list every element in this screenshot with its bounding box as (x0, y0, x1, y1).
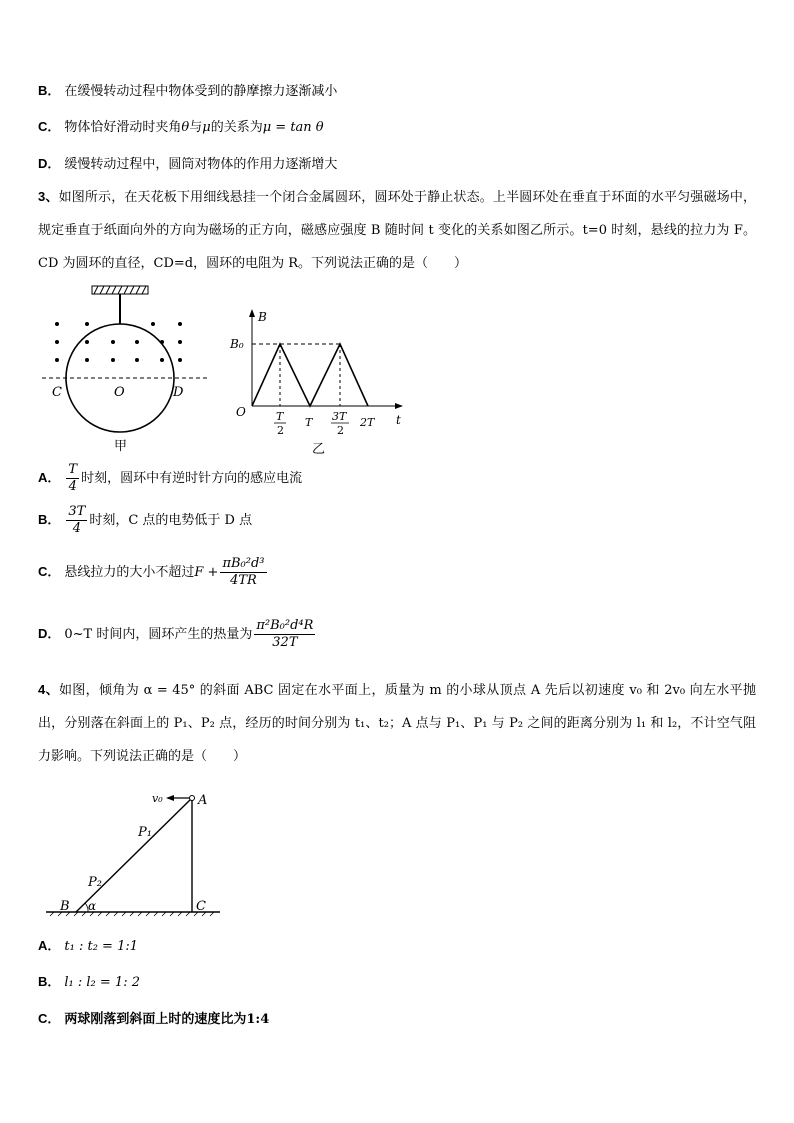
q3-option-d (38, 618, 317, 651)
option-label: B． (38, 83, 61, 98)
option-label: A． (38, 938, 61, 953)
option-text: 在缓慢转动过程中物体受到的静摩擦力逐渐减小 (64, 84, 338, 99)
theta-symbol: θ (181, 120, 190, 135)
denominator: 4 (72, 521, 81, 536)
numerator: T (68, 462, 78, 477)
label-p2: P₂ (88, 875, 102, 890)
force-symbol: F + (194, 565, 219, 580)
numerator: 3T (68, 504, 86, 519)
label-c: C (52, 385, 62, 400)
option-c-prev (38, 118, 324, 137)
label-alpha: α (88, 899, 97, 913)
option-label: C． (38, 1011, 61, 1026)
option-text: 两球刚落到斜面上时的速度比为1:4 (64, 1012, 270, 1027)
label-c: C (196, 899, 206, 914)
b0-label: B₀ (230, 337, 244, 351)
incline-ab (76, 798, 192, 912)
fraction (254, 618, 315, 651)
tick-t-half-den: 2 (277, 424, 284, 437)
label-p1: P₁ (138, 825, 152, 840)
denominator: 4TR (230, 573, 257, 588)
option-text-after: 的关系为 (210, 120, 263, 135)
denominator: 32T (272, 635, 298, 650)
figure-incline (44, 788, 224, 923)
b-axis-label: B (258, 310, 267, 324)
q3-option-c (38, 556, 269, 589)
question-number: 3、 (38, 189, 59, 204)
option-label: B． (38, 512, 61, 527)
tick-t-half-num: T (276, 410, 284, 423)
q4-option-a (38, 937, 138, 956)
question-text: 如图，倾角为 α = 45° 的斜面 ABC 固定在水平面上，质量为 m 的小球从顶点 A 先后以初速度 v₀ 和 2v₀ 向左水平抛出，分别落在斜面上的 P₁、P₂ 点，经历的时间分别为 t₁、t₂；A 点与 P₁、P₁ 与 P₂ 之间的距离分别为 l₁ 和 l₂，不计空气阻力影响。下列说法正确的是（ ） (38, 683, 756, 764)
option-text: 物体恰好滑动时夹角 (64, 120, 182, 135)
t-axis-arrow (395, 403, 403, 409)
option-label: C． (38, 119, 61, 134)
q4-option-c (38, 1010, 269, 1029)
q4-option-b (38, 973, 140, 992)
fraction (66, 504, 87, 537)
label-a: A (198, 793, 208, 808)
q3-option-b (38, 504, 252, 537)
t-axis-label: t (396, 413, 401, 427)
option-formula: l₁ : l₂ = 1: 2 (64, 975, 140, 990)
fraction (220, 556, 266, 589)
tick-2t: 2T (360, 416, 375, 429)
question-text: 如图所示，在天花板下用细线悬挂一个闭合金属圆环，圆环处于静止状态。上半圆环处在垂直于环面的水平匀强磁场中，规定垂直于纸面向外的方向为磁场的正方向，磁感应强度 B 随时间 t 变化的关系如图乙所示。t=0 时刻，悬线的拉力为 F。CD 为圆环的直径，CD=d，圆环的电阻为 R。下列说法正确的是（ ） (38, 190, 756, 271)
tick-3t-half-den: 2 (337, 424, 344, 437)
option-text: 时刻，圆环中有逆时针方向的感应电流 (81, 471, 303, 486)
tick-t: T (305, 416, 313, 429)
option-text: 悬线拉力的大小不超过 (64, 565, 195, 580)
mu-symbol: μ (202, 120, 211, 135)
option-formula: t₁ : t₂ = 1:1 (64, 939, 138, 954)
option-b-prev (38, 82, 337, 101)
caption-jia: 甲 (114, 439, 128, 454)
figure-yi (228, 308, 408, 458)
option-label: C． (38, 564, 61, 579)
option-label: D． (38, 626, 61, 641)
option-label: B． (38, 974, 61, 989)
question-4-stem (38, 673, 756, 773)
label-o: O (114, 385, 125, 400)
velocity-arrowhead (166, 795, 174, 801)
tick-3t-half-num: 3T (332, 410, 347, 423)
origin-label: O (236, 405, 246, 419)
question-number: 4、 (38, 682, 59, 697)
b-t-curve (252, 344, 368, 406)
denominator: 4 (68, 479, 77, 494)
caption-yi: 乙 (312, 442, 326, 457)
v0-label: v₀ (152, 792, 163, 805)
option-text: 时刻，C 点的电势低于 D 点 (89, 513, 253, 528)
option-label: A． (38, 470, 61, 485)
option-text: 缓慢转动过程中，圆筒对物体的作用力逐渐增大 (64, 157, 338, 172)
question-3-stem (38, 180, 756, 280)
ball (190, 796, 195, 801)
formula: μ = tan θ (262, 120, 324, 135)
label-d: D (173, 385, 184, 400)
label-b: B (60, 899, 70, 914)
q3-option-a (38, 462, 302, 495)
option-d-prev (38, 155, 337, 174)
b-axis-arrow (249, 309, 255, 317)
fraction (66, 462, 79, 495)
option-text: 0~T 时间内，圆环产生的热量为 (64, 627, 253, 642)
magnetic-field-dots (55, 322, 182, 362)
numerator: πB₀²d³ (222, 556, 265, 571)
numerator: π²B₀²d⁴R (256, 618, 314, 633)
option-label: D． (38, 156, 61, 171)
figure-jia (40, 282, 220, 457)
option-text-mid: 与 (189, 120, 203, 135)
